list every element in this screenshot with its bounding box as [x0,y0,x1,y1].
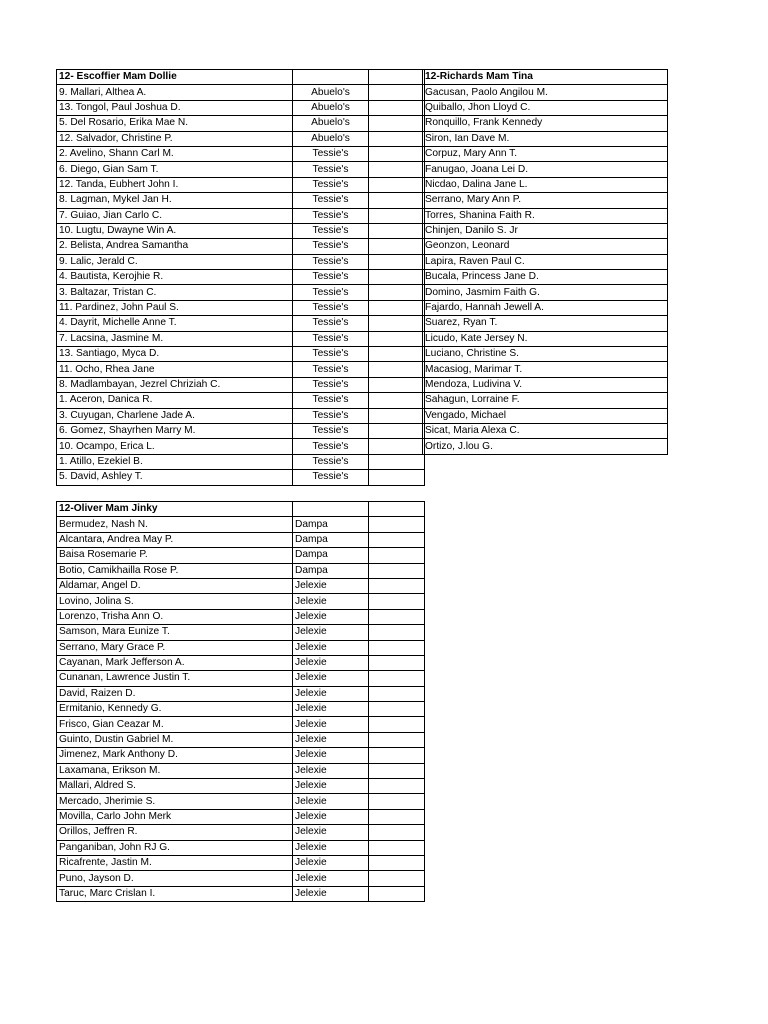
student-name-cell: Serrano, Mary Grace P. [57,640,293,655]
venue-cell: Jelexie [293,594,369,609]
table-row [57,763,425,778]
table-row [57,655,425,670]
empty-cell [369,578,425,593]
table-row [57,208,425,223]
table-row [423,300,668,315]
empty-cell [369,732,425,747]
empty-cell [369,316,425,331]
student-name-cell: Taruc, Marc Crislan I. [57,886,293,901]
table-row [423,439,668,454]
empty-cell [369,594,425,609]
student-name-cell: Sahagun, Lorraine F. [423,393,668,408]
empty-cell [369,177,425,192]
student-name-cell: Gacusan, Paolo Angilou M. [423,85,668,100]
venue-cell: Abuelo's [293,100,369,115]
empty-cell [369,100,425,115]
empty-cell [369,671,425,686]
student-name-cell: Fajardo, Hannah Jewell A. [423,300,668,315]
student-name-cell: Macasiog, Marimar T. [423,362,668,377]
student-name-cell: Cunanan, Lawrence Justin T. [57,671,293,686]
empty-cell [369,779,425,794]
student-name-cell: Mallari, Aldred S. [57,779,293,794]
table-row [57,146,425,161]
student-name-cell: Baisa Rosemarie P. [57,548,293,563]
venue-cell: Jelexie [293,809,369,824]
table-row [57,855,425,870]
empty-cell [369,439,425,454]
venue-cell: Jelexie [293,779,369,794]
table-row [57,886,425,901]
venue-cell: Tessie's [293,285,369,300]
empty-cell [369,548,425,563]
venue-cell: Jelexie [293,640,369,655]
table-row [57,377,425,392]
venue-cell: Dampa [293,532,369,547]
venue-cell: Jelexie [293,748,369,763]
venue-cell: Tessie's [293,177,369,192]
table-header-row [57,502,425,517]
empty-cell [369,254,425,269]
empty-cell [369,502,425,517]
table-row [423,208,668,223]
table-row [57,116,425,131]
escoffier-table [56,69,425,486]
empty-cell [369,70,425,85]
oliver-table [56,501,425,902]
table-row [57,362,425,377]
empty-cell [369,763,425,778]
table-row [57,239,425,254]
empty-cell [369,239,425,254]
venue-cell: Tessie's [293,146,369,161]
table-row [57,532,425,547]
venue-cell: Jelexie [293,732,369,747]
student-name-cell: Lorenzo, Trisha Ann O. [57,609,293,624]
student-name-cell: David, Raizen D. [57,686,293,701]
venue-cell: Tessie's [293,208,369,223]
venue-cell: Abuelo's [293,131,369,146]
oliver-section-title: 12-Oliver Mam Jinky [57,502,293,517]
empty-cell [369,625,425,640]
student-name-cell: Mendoza, Ludivina V. [423,377,668,392]
student-name-cell: Aldamar, Angel D. [57,578,293,593]
empty-cell [369,377,425,392]
empty-cell [293,502,369,517]
student-name-cell: Botio, Camikhailla Rose P. [57,563,293,578]
table-row [57,871,425,886]
empty-cell [369,470,425,485]
venue-cell: Jelexie [293,794,369,809]
empty-cell [369,702,425,717]
oliver-table-body [57,502,425,902]
student-name-cell: 5. Del Rosario, Erika Mae N. [57,116,293,131]
venue-cell: Tessie's [293,270,369,285]
table-row [423,331,668,346]
table-row [57,609,425,624]
student-name-cell: Panganiban, John RJ G. [57,840,293,855]
table-row [57,794,425,809]
student-name-cell: 12. Tanda, Eubhert John I. [57,177,293,192]
student-name-cell: 7. Lacsina, Jasmine M. [57,331,293,346]
table-row [57,131,425,146]
table-row [423,131,668,146]
venue-cell: Tessie's [293,377,369,392]
table-row [423,85,668,100]
venue-cell: Dampa [293,548,369,563]
table-row [423,347,668,362]
venue-cell: Tessie's [293,393,369,408]
empty-cell [369,408,425,423]
venue-cell: Jelexie [293,886,369,901]
student-name-cell: Cayanan, Mark Jefferson A. [57,655,293,670]
table-row [57,748,425,763]
student-name-cell: Samson, Mara Eunize T. [57,625,293,640]
table-row [57,517,425,532]
empty-cell [369,331,425,346]
student-name-cell: 10. Lugtu, Dwayne Win A. [57,223,293,238]
venue-cell: Dampa [293,517,369,532]
empty-cell [369,794,425,809]
richards-section-title: 12-Richards Mam Tina [423,70,668,85]
empty-cell [369,116,425,131]
empty-cell [369,300,425,315]
student-name-cell: Lovino, Jolina S. [57,594,293,609]
venue-cell: Tessie's [293,454,369,469]
student-name-cell: Jimenez, Mark Anthony D. [57,748,293,763]
table-row [57,779,425,794]
empty-cell [369,223,425,238]
table-row [423,362,668,377]
student-name-cell: Chinjen, Danilo S. Jr [423,223,668,238]
venue-cell: Tessie's [293,193,369,208]
table-row [57,423,425,438]
student-name-cell: Vengado, Michael [423,408,668,423]
venue-cell: Tessie's [293,254,369,269]
table-row [423,377,668,392]
empty-cell [369,131,425,146]
table-row [423,423,668,438]
venue-cell: Jelexie [293,655,369,670]
richards-table-body [423,70,668,455]
student-name-cell: Movilla, Carlo John Merk [57,809,293,824]
table-row [423,177,668,192]
table-row [57,454,425,469]
venue-cell: Jelexie [293,578,369,593]
venue-cell: Jelexie [293,609,369,624]
student-name-cell: Bermudez, Nash N. [57,517,293,532]
student-name-cell: 1. Atillo, Ezekiel B. [57,454,293,469]
table-row [57,177,425,192]
venue-cell: Tessie's [293,300,369,315]
student-name-cell: Orillos, Jeffren R. [57,825,293,840]
table-row [57,193,425,208]
empty-cell [369,563,425,578]
table-row [57,563,425,578]
table-row [57,809,425,824]
student-name-cell: Mercado, Jherimie S. [57,794,293,809]
student-name-cell: Puno, Jayson D. [57,871,293,886]
student-name-cell: Ermitanio, Kennedy G. [57,702,293,717]
empty-cell [369,393,425,408]
empty-cell [369,347,425,362]
table-row [423,223,668,238]
student-name-cell: Ortizo, J.lou G. [423,439,668,454]
empty-cell [369,270,425,285]
student-name-cell: Laxamana, Erikson M. [57,763,293,778]
escoffier-section-title: 12- Escoffier Mam Dollie [57,70,293,85]
venue-cell: Tessie's [293,362,369,377]
student-name-cell: 6. Gomez, Shayrhen Marry M. [57,423,293,438]
table-row [423,239,668,254]
table-row [57,640,425,655]
venue-cell: Tessie's [293,162,369,177]
table-row [57,393,425,408]
table-row [57,300,425,315]
venue-cell: Jelexie [293,855,369,870]
richards-table [422,69,668,455]
table-row [423,393,668,408]
venue-cell: Tessie's [293,223,369,238]
table-row [57,439,425,454]
student-name-cell: Ronquillo, Frank Kennedy [423,116,668,131]
student-name-cell: Nicdao, Dalina Jane L. [423,177,668,192]
student-name-cell: 9. Mallari, Althea A. [57,85,293,100]
student-name-cell: 4. Dayrit, Michelle Anne T. [57,316,293,331]
table-row [57,825,425,840]
empty-cell [369,517,425,532]
empty-cell [369,146,425,161]
student-name-cell: 1. Aceron, Danica R. [57,393,293,408]
student-name-cell: Corpuz, Mary Ann T. [423,146,668,161]
empty-cell [369,871,425,886]
table-row [57,254,425,269]
student-name-cell: 5. David, Ashley T. [57,470,293,485]
venue-cell: Tessie's [293,331,369,346]
table-row [57,470,425,485]
student-name-cell: Frisco, Gian Ceazar M. [57,717,293,732]
empty-cell [369,840,425,855]
student-name-cell: Alcantara, Andrea May P. [57,532,293,547]
student-name-cell: 8. Madlambayan, Jezrel Chriziah C. [57,377,293,392]
table-row [57,548,425,563]
table-row [423,316,668,331]
venue-cell: Jelexie [293,763,369,778]
table-row [423,146,668,161]
venue-cell: Tessie's [293,408,369,423]
table-row [57,840,425,855]
escoffier-table-body [57,70,425,486]
table-row [423,162,668,177]
venue-cell: Jelexie [293,686,369,701]
table-row [423,254,668,269]
student-name-cell: 12. Salvador, Christine P. [57,131,293,146]
venue-cell: Jelexie [293,825,369,840]
student-name-cell: Bucala, Princess Jane D. [423,270,668,285]
student-name-cell: Quiballo, Jhon Lloyd C. [423,100,668,115]
student-name-cell: Siron, Ian Dave M. [423,131,668,146]
empty-cell [369,208,425,223]
table-row [423,193,668,208]
table-row [423,408,668,423]
student-name-cell: Torres, Shanina Faith R. [423,208,668,223]
student-name-cell: 4. Bautista, Kerojhie R. [57,270,293,285]
table-row [57,686,425,701]
venue-cell: Tessie's [293,439,369,454]
student-name-cell: 7. Guiao, Jian Carlo C. [57,208,293,223]
student-name-cell: 13. Santiago, Myca D. [57,347,293,362]
student-name-cell: Serrano, Mary Ann P. [423,193,668,208]
table-row [57,671,425,686]
student-name-cell: Suarez, Ryan T. [423,316,668,331]
table-row [57,100,425,115]
empty-cell [369,825,425,840]
venue-cell: Tessie's [293,239,369,254]
student-name-cell: 3. Cuyugan, Charlene Jade A. [57,408,293,423]
venue-cell: Jelexie [293,671,369,686]
student-name-cell: Licudo, Kate Jersey N. [423,331,668,346]
empty-cell [369,655,425,670]
student-name-cell: 2. Belista, Andrea Samantha [57,239,293,254]
student-name-cell: 8. Lagman, Mykel Jan H. [57,193,293,208]
venue-cell: Tessie's [293,347,369,362]
table-row [57,331,425,346]
empty-cell [369,809,425,824]
empty-cell [369,609,425,624]
student-name-cell: Geonzon, Leonard [423,239,668,254]
table-header-row [57,70,425,85]
table-row [57,732,425,747]
empty-cell [369,193,425,208]
table-row [423,285,668,300]
venue-cell: Tessie's [293,316,369,331]
student-name-cell: 6. Diego, Gian Sam T. [57,162,293,177]
table-row [57,717,425,732]
venue-cell: Tessie's [293,423,369,438]
student-name-cell: Fanugao, Joana Lei D. [423,162,668,177]
student-name-cell: 11. Ocho, Rhea Jane [57,362,293,377]
venue-cell: Abuelo's [293,116,369,131]
table-row [423,100,668,115]
empty-cell [369,686,425,701]
empty-cell [369,285,425,300]
table-row [57,594,425,609]
empty-cell [369,162,425,177]
empty-cell [369,532,425,547]
table-row [57,285,425,300]
empty-cell [293,70,369,85]
table-row [57,85,425,100]
venue-cell: Abuelo's [293,85,369,100]
student-name-cell: Lapira, Raven Paul C. [423,254,668,269]
table-row [423,116,668,131]
empty-cell [369,362,425,377]
venue-cell: Jelexie [293,717,369,732]
table-row [57,162,425,177]
empty-cell [369,748,425,763]
venue-cell: Tessie's [293,470,369,485]
table-row [57,408,425,423]
student-name-cell: 11. Pardinez, John Paul S. [57,300,293,315]
student-name-cell: 9. Lalic, Jerald C. [57,254,293,269]
student-name-cell: 2. Avelino, Shann Carl M. [57,146,293,161]
empty-cell [369,886,425,901]
student-name-cell: Ricafrente, Jastin M. [57,855,293,870]
empty-cell [369,454,425,469]
table-row [57,625,425,640]
student-name-cell: 3. Baltazar, Tristan C. [57,285,293,300]
student-name-cell: Guinto, Dustin Gabriel M. [57,732,293,747]
empty-cell [369,640,425,655]
table-row [57,347,425,362]
student-name-cell: 10. Ocampo, Erica L. [57,439,293,454]
table-row [423,270,668,285]
table-header-row [423,70,668,85]
student-name-cell: Domino, Jasmim Faith G. [423,285,668,300]
venue-cell: Jelexie [293,702,369,717]
venue-cell: Jelexie [293,625,369,640]
empty-cell [369,717,425,732]
venue-cell: Jelexie [293,871,369,886]
empty-cell [369,85,425,100]
student-name-cell: 13. Tongol, Paul Joshua D. [57,100,293,115]
table-row [57,223,425,238]
table-row [57,270,425,285]
student-name-cell: Luciano, Christine S. [423,347,668,362]
empty-cell [369,855,425,870]
table-row [57,578,425,593]
empty-cell [369,423,425,438]
venue-cell: Jelexie [293,840,369,855]
venue-cell: Dampa [293,563,369,578]
table-row [57,702,425,717]
table-row [57,316,425,331]
student-name-cell: Sicat, Maria Alexa C. [423,423,668,438]
